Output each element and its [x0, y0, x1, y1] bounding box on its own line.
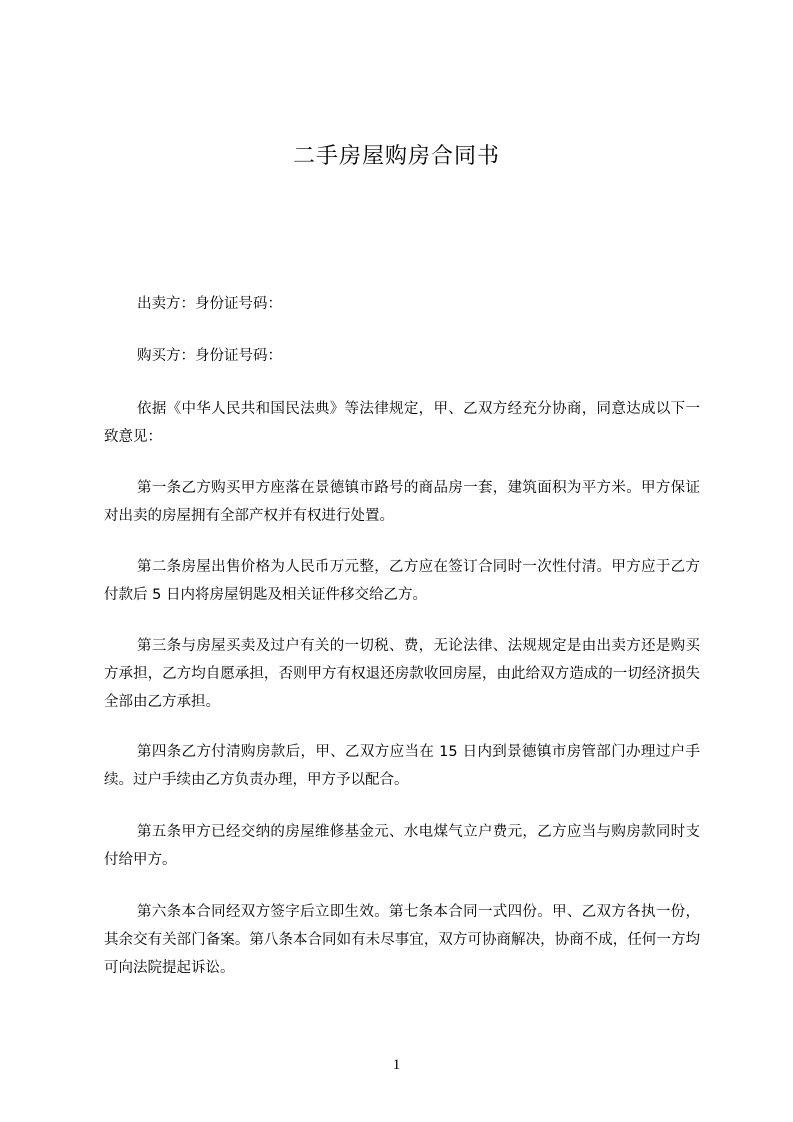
clause-paragraph: 第二条房屋出售价格为人民币万元整，乙方应在签订合同时一次性付清。甲方应于乙方付款后 5 日内将房屋钥匙及相关证件移交给乙方。	[104, 559, 700, 603]
clause-paragraph: 第五条甲方已经交纳的房屋维修基金元、水电煤气立户费元，乙方应当与购房款同时支付给甲方。	[104, 824, 700, 868]
preamble-paragraph: 依据《中华人民共和国民法典》等法律规定，甲、乙双方经充分协商，同意达成以下一致意见：	[104, 401, 700, 445]
clause-paragraph: 第一条乙方购买甲方座落在景德镇市路号的商品房一套，建筑面积为平方米。甲方保证对出卖的房屋拥有全部产权并有权进行处置。	[104, 480, 700, 524]
clause-paragraph: 第四条乙方付清购房款后，甲、乙双方应当在 15 日内到景德镇市房管部门办理过户手续。过户手续由乙方负责办理，甲方予以配合。	[104, 744, 700, 788]
document-title: 二手房屋购房合同书	[292, 144, 500, 169]
clause-paragraph: 第六条本合同经双方签字后立即生效。第七条本合同一式四份。甲、乙双方各执一份，其余交有关部门备案。第八条本合同如有未尽事宜，双方可协商解决，协商不成，任何一方均可向法院提起诉讼。	[104, 904, 700, 976]
page-number: 1	[392, 1057, 401, 1073]
seller-line: 出卖方：身份证号码：	[137, 296, 282, 312]
buyer-line: 购买方：身份证号码：	[137, 348, 282, 364]
clause-paragraph: 第三条与房屋买卖及过户有关的一切税、费，无论法律、法规规定是由出卖方还是购买方承担，乙方均自愿承担，否则甲方有权退还房款收回房屋，由此给双方造成的一切经济损失全部由乙方承担。	[104, 638, 700, 710]
